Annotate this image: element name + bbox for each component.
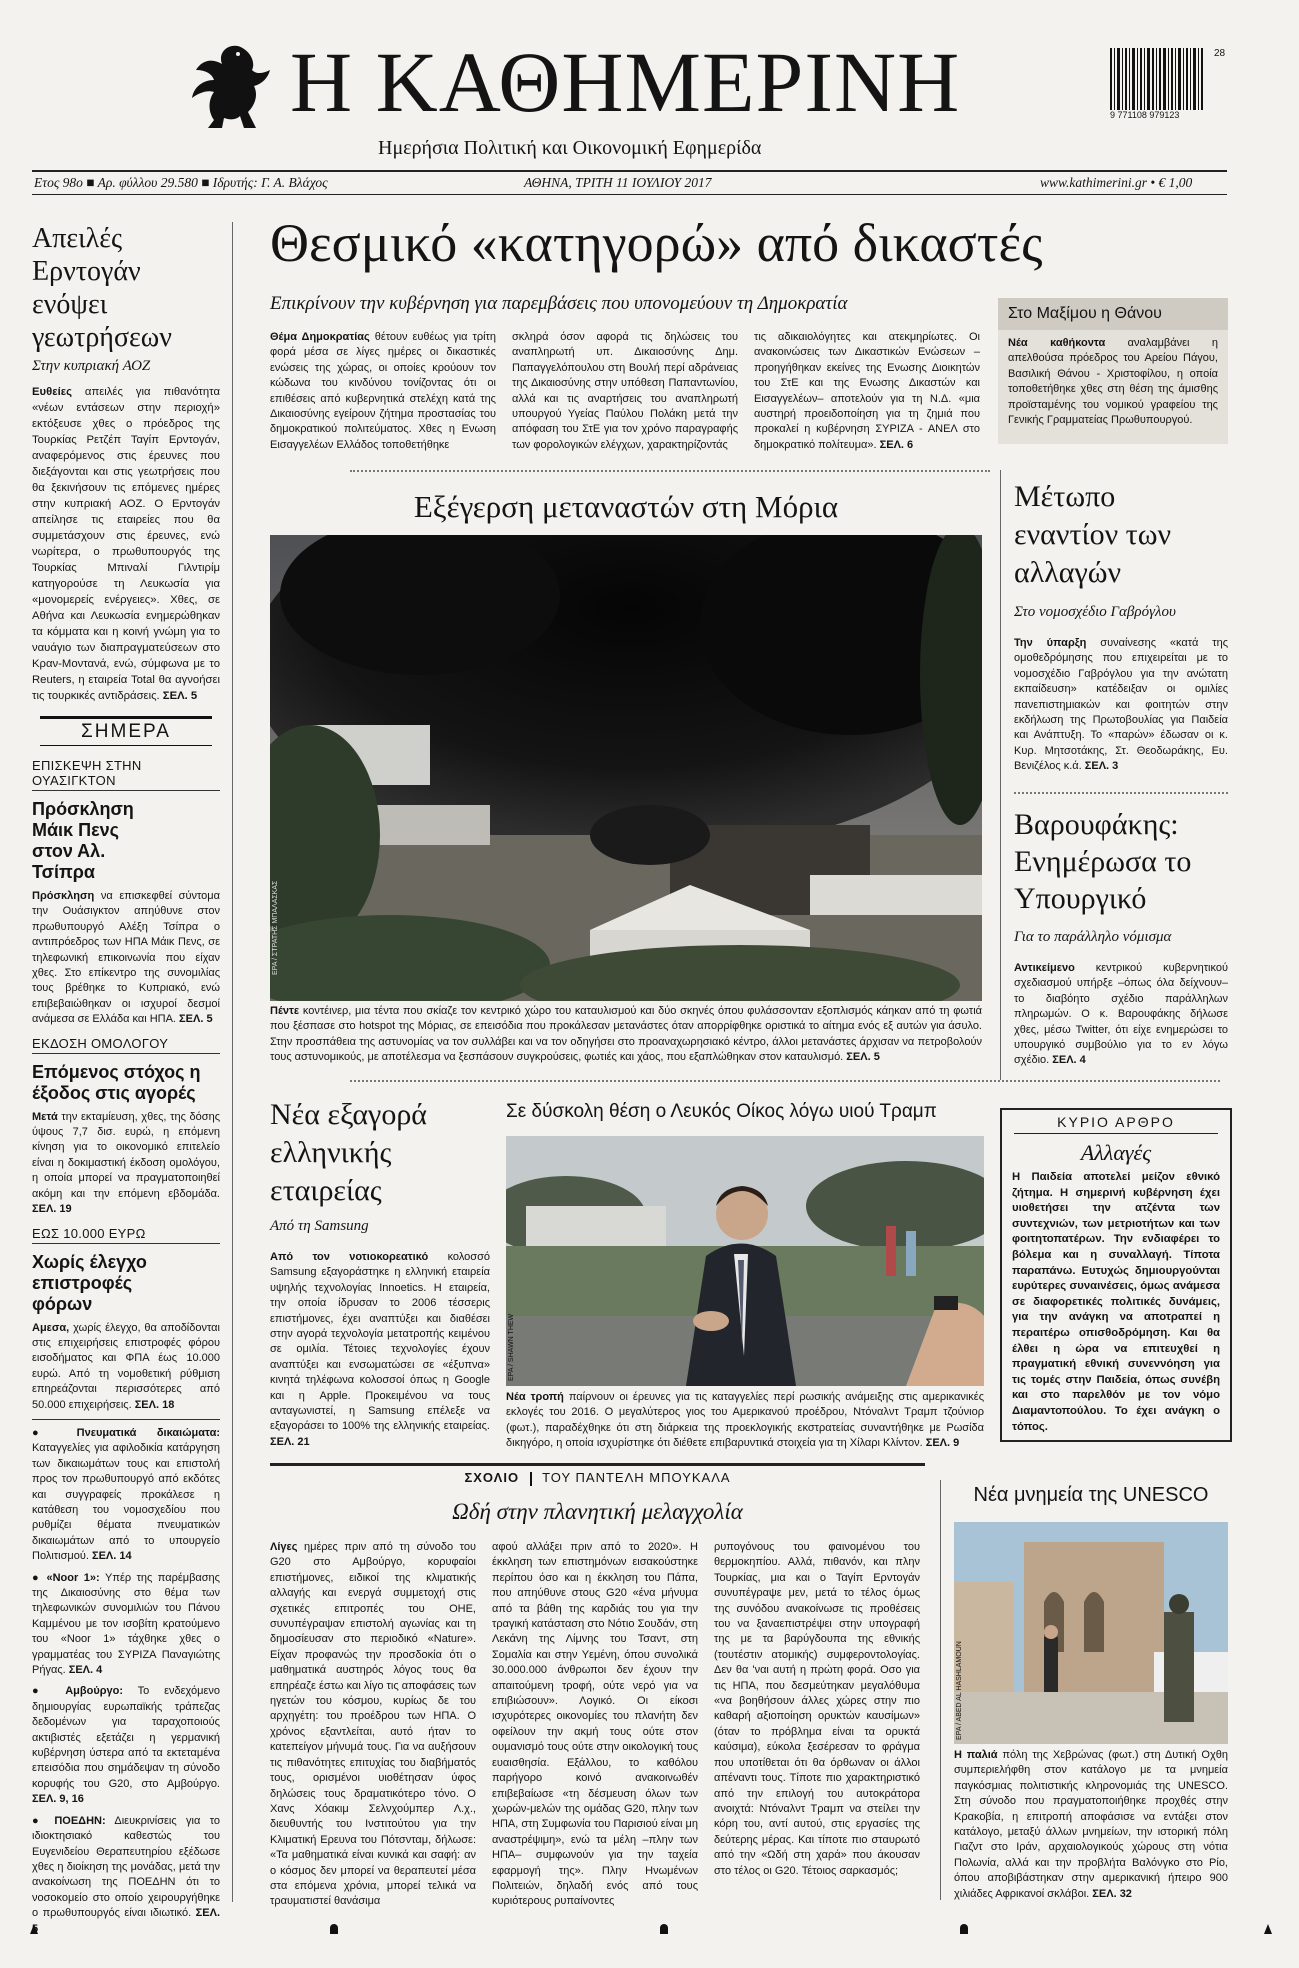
bullet-item: ● ΠΟΕΔΗΝ: Διευκρινίσεις για το ιδιοκτησιακό καθεστώς του Ευγενιδείου Θεραπευτηρίου εξέδωσε χθες η διοίκηση της μονάδας, μετά την ανακοίνωση της ΠΟΕΔΗΝ ότι το νοσοκομείο στο οποίο χειρουργήθηκε ο πρωθυπουργός είναι ιδιωτικό. ΣΕΛ. 5 bbox=[32, 1814, 221, 1935]
simera-kicker: ΕΚΔΟΣΗ ΟΜΟΛΟΓΟΥ bbox=[32, 1036, 220, 1054]
metopo-body: Την ύπαρξη συναίνεσης «κατά της ομοθεδρόμησης που επιχειρείται με το νομοσχέδιο Γαβρόγλου για την ανώτατη εκπαίδευση» κατέδειξαν οι ομιλίες πανεπιστημιακών και φοιτητών στην εκδήλωση της Πρωτοβουλίας για Παιδεία και Ανάπτυξη. Το «παρών» έδωσαν οι κ. Κυρ. Μητσοτάκης, Στ. Θεοδωράκης, Ευ. Βενιζέλος κ.ά. ΣΕΛ. 3 bbox=[1014, 637, 1229, 773]
editorial-label: ΚΥΡΙΟ ΑΡΘΡΟ bbox=[1014, 1114, 1218, 1134]
simera-body: Μετά την εκταμίευση, χθες, της δόσης ύψους 7,7 δισ. ευρώ, η επόμενη κίνηση για το οικονομικό επιτελείο είναι η δοκιμαστική έκδοση ομολόγου, η οποία μπορεί να πραγματοποιηθεί ακόμη και την επόμενη εβδομάδα. ΣΕΛ. 19 bbox=[32, 1110, 220, 1216]
barcode-icon bbox=[1110, 48, 1218, 118]
simera-item bbox=[32, 1226, 220, 1413]
editorial-box bbox=[1000, 1108, 1232, 1442]
lead-headline[interactable]: Θεσμικό «κατηγορώ» από δικαστές bbox=[270, 213, 1043, 273]
bullet-item: ● Πνευματικά δικαιώματα: Καταγγελίες για αφιλοδικία κατάργηση των δικαιωμάτων τους και επιστολή προς τον πρωθυπουργό από εκδότες και συγγραφείς προκάλεσε η κατάθεση του νομοσχεδίου που ρυθμίζει θέματα πνευματικών δικαιωμάτων από το υπουργείο Πολιτισμού. ΣΕΛ. 14 bbox=[32, 1426, 221, 1563]
lead-subhead: Επικρίνουν την κυβέρνηση για παρεμβάσεις που υπονομεύουν τη Δημοκρατία bbox=[270, 293, 848, 314]
simera-label: ΣΗΜΕΡΑ bbox=[40, 716, 212, 746]
unesco-caption: Η παλιά πόλη της Χεβρώνας (φωτ.) στη Δυτική Οχθη συμπεριελήφθη στον κατάλογο με τα μνημεία παγκόσμιας πολιτιστικής κληρονομιάς της UNESCO. Στη σύνοδο που πραγματοποιήθηκε προχθές στην Κρακοβία, η επιτροπή αποφάσισε να εντάξει στον κατάλογο, μεταξύ άλλων μνημείων, την ιστορική πόλη Γιαζντ στο Ιράν, αρχαιολογικούς χώρους στη νότια Πολωνία, αλλά και την προβλήτα Βαλόνγκο στο Ρίο, όπου αποβιβάστηκαν στην αμερικανική ήπειρο 900 χιλιάδες Αφρικανοί σκλάβοι. ΣΕΛ. 32 bbox=[954, 1749, 1228, 1900]
lead-body bbox=[270, 330, 985, 450]
newspaper-title: Η ΚΑΘΗΜΕΡΙΝΗ bbox=[290, 34, 961, 130]
varoufakis-headline[interactable]: Βαρουφάκης: Ενημέρωσα το Υπουργικό bbox=[1014, 808, 1192, 915]
trump-caption: Νέα τροπή παίρνουν οι έρευνες για τις καταγγελίες περί ρωσικής ανάμειξης στις αμερικανικές εκλογές του 2016. Ο μεγαλύτερος γιος του Αμερικανού προέδρου, Ντόναλντ Τραμπ τζούνιορ (φωτ.), παραδέχθηκε ότι στη διάρκεια της προεκλογικής εκστρατείας συναντήθηκε με Ρωσίδα δικηγόρο, η οποία ισχυρίστηκε ότι διέθετε επιβαρυντικά στοιχεία για τη Χίλαρι Κλίντον. ΣΕΛ. 9 bbox=[506, 1391, 984, 1450]
sxolio-header bbox=[270, 1470, 925, 1486]
editorial-body: Η Παιδεία αποτελεί μείζον εθνικό ζήτημα. Η σημερινή κυβέρνηση έχει υιοθετήσει την ατζέντα των συντεχνιών, των μετριοτήτων και των φοιτητοπατέρων. Την ενδιαφέρει το βόλεμα και η συναλλαγή. Τίποτα παραπάνω. Ευτυχώς δημιουργούνται ευρύτερες συναινέσεις, όμως ανάμεσα σε διαφορετικές πολιτικές δυνάμεις, για την ανάγκη να αποτραπεί η περαιτέρω οπισθοδρόμηση. Και θα έλθει η ώρα να επιτευχθεί η πραγματική εθνική συνεννόηση για τις τομές στην Παιδεία, όπως συνέβη και στο παρελθόν με τον νόμο Διαμαντοπούλου. Το έχει ανάγκη ο τόπος. bbox=[1012, 1171, 1220, 1433]
samsung-story bbox=[270, 1096, 490, 1450]
sxolio-col-2: αφού αλλάξει πριν από το 2020». Η έκκληση των επιστημόνων εισακούστηκε περίπου όσο και η έκκληση του Πάπα, που απηύθυνε στους G20 «ένα μήνυμα από τα βάθη της καρδιάς του για την τραγική κατάσταση στο Νότιο Σουδάν, στη Λεκάνη της Λίμνης του Τσαντ, στη Σομαλία και στην Υεμένη, όπου συνολικά 30.000.000 άνθρωποι δεν έχουν την απαιτούμενη τροφή, ούτε νερό για να επιβιώσουν». Λογικό. Οι είκοσι ισχυρότερες οικονομίες του πλανήτη δεν οφείλουν την ακμή τους ούτε στον ουμανισμό τους ούτε στην οικολογική τους ευαισθησία. Εξάλλου, το καθόλου παρήγορο κοινό ανακοινωθέν επιβεβαίωσε «τη δέσμευση όλων των χωρών-μελών της ομάδας G20, πλην των ΗΠΑ, στη Συμφωνία του Παρισιού είναι μη αναστρέψιμη», ενώ τα μέλη –πλην των ΗΠΑ– συμφωνούν για την ταχεία εφαρμογή της». Πλην Ηνωμένων Πολιτειών, δηλαδή ενός από τους κυριότερους ρυπαίνοντες bbox=[492, 1541, 698, 1908]
print-mark bbox=[330, 1924, 338, 1934]
barcode-issue: 28 bbox=[1214, 48, 1226, 59]
unesco-headline[interactable]: Νέα μνημεία της UNESCO bbox=[973, 1484, 1209, 1506]
moria-caption: Πέντε κοντέινερ, μια τέντα που σκίαζε τον κεντρικό χώρο του καταυλισμού και δύο σκηνές όπου φυλάσσονταν εξοπλισμός κάηκαν από τη φωτιά που ξέσπασε στο hotspot της Μόριας, σε επεισόδια που προκάλεσαν μετανάστες όταν απορρίφθηκε οριστικά το αίτημα ενός εξ αυτών για άσυλο. Στην προσπάθεια της αστυνομίας να τον συλλάβει και να τον οδηγήσει στο προαναχωρησιακό κέντρο, άλλοι μετανάστες άρχισαν να πετροβολούν τους αστυνομικούς, με αποτέλεσμα να ξεσπάσουν συγκρούσεις, φωτιές και χάος, που εξαπλώθηκαν στον καταυλισμό. ΣΕΛ. 5 bbox=[270, 1005, 982, 1064]
samsung-subhead: Από τη Samsung bbox=[270, 1218, 369, 1234]
sxolio-author: ΤΟΥ ΠΑΝΤΕΛΗ ΜΠΟΥΚΑΛΑ bbox=[542, 1470, 731, 1485]
registration-marks bbox=[0, 1920, 1299, 1940]
simera-headline[interactable]: Επόμενος στόχος η έξοδος στις αγορές bbox=[32, 1061, 201, 1103]
hebron-photo-icon bbox=[954, 1522, 1228, 1744]
metopo-headline[interactable]: Μέτωπο εναντίον των αλλαγών bbox=[1014, 480, 1172, 589]
lead-col-1: Θέμα Δημοκρατίας θέτουν ευθέως για τρίτη φορά μέσα σε λίγες ημέρες οι δικαστικές ενώσεις της χώρας, οι οποίες κρούουν τον κώδωνα του κινδύνου τονίζοντας ότι οι επιθέσεις από κυβερνητικά στελέχη κατά της Δικαιοσύνης εγείρουν ζήτημα προστασίας του δημοκρατικού πολιτεύματος. Χθες η Ενωση Εισαγγελέων Ελλάδος τοποθετήθηκε bbox=[270, 331, 496, 451]
bullet-item: ● Αμβούργο: Το ενδεχόμενο δημιουργίας ευρωπαϊκής τράπεζας δεδομένων για ταραχοποιούς ακτιβιστές εξετάζει η γερμανική κυβέρνηση ύστερα από τα εκτεταμένα επεισόδια που σημάδεψαν τη σύνοδο κορυφής του G20, στο Αμβούργο. ΣΕΛ. 9, 16 bbox=[32, 1685, 220, 1806]
white-house-photo-icon bbox=[506, 1136, 984, 1386]
print-mark bbox=[30, 1924, 38, 1934]
unesco-photo bbox=[954, 1522, 1228, 1744]
trump-headline[interactable]: Σε δύσκολη θέση ο Λευκός Οίκος λόγω υιού Τραμπ bbox=[506, 1101, 937, 1122]
left-story bbox=[32, 222, 220, 704]
samsung-headline[interactable]: Νέα εξαγορά ελληνικής εταιρείας bbox=[270, 1098, 428, 1207]
lead-col-3: τις αδικαιολόγητες και ατεκμηρίωτες. Οι ανακοινώσεις των Δικαστικών Ενώσεων – προηγήθηκαν εκείνες της Ενωσης Διοικητών του ΣτΕ και της Ενωσης Δικαστών και Εισαγγελέων– αποτελούν για τη Ν.Δ. «μια αυστηρή προειδοποίηση για τη ζημιά που προκαλεί η κυβέρνηση ΣΥΡΙΖΑ - ΑΝΕΛ στο δημοκρατικό πολίτευμα». ΣΕΛ. 6 bbox=[754, 331, 980, 451]
trump-photo-credit: EPA / SHAWN THEW bbox=[508, 1313, 515, 1381]
varoufakis-story bbox=[1014, 806, 1228, 1069]
samsung-body: Από τον νοτιοκορεατικό κολοσσό Samsung εξαγοράστηκε η ελληνική εταιρεία υψηλής τεχνολογίας Innoetics. Η εταιρεία, την οποία ίδρυσαν το 2006 τέσσερις επιστήμονες, έχει αναπτύξει και διαθέσει στην αγορά τεχνολογία μετατροπής κειμένου σε ομιλία. Τέτοιες τεχνολογίες έχουν αναπτύξει και ενσωματώσει σε «έξυπνα» κινητά τηλέφωνα κολοσσοί όπως η Google και η Apple. Προκειμένου να τους ανταγωνιστεί, η Samsung επέλεξε να εξαγοράσει το 100% της ελληνικής εταιρείας. ΣΕΛ. 21 bbox=[270, 1251, 490, 1448]
unesco-photo-credit: EPA / ABED AL HASHLAMOUN bbox=[956, 1641, 963, 1740]
moria-headline[interactable]: Εξέγερση μεταναστών στη Μόρια bbox=[413, 489, 839, 524]
sxolio-col-3: ρυπογόνους του φαινομένου του θερμοκηπίου. Αλλά, πιθανόν, και πλην Τουρκίας, μια και ο Ταγίπ Ερντογάν συνυπέγραψε μεν, μετά το τέλος όμως της συνόδου ανακοίνωσε τις προθέσεις του να ξαναεπιστρέψει στην υπογραφή της με τα βαρύγδουπα της εθνικής (τουτέστιν ατομικής) συμφεροντολογίας. Δεν θα 'ναι αυτή η πρώτη φορά. Οσο για τις ΗΠΑ, που δεσμεύτηκαν μεγαλόθυμα «να βοηθήσουν άλλες χώρες στην πιο καθαρή αξιοποίηση ορυκτών καυσίμων» (όταν το πρόβλημα είναι τα ορυκτά καύσιμα), εύκολα ξεσέρεσαν το φράγμα που υποτίθεται ότι θα όρθωναν οι άλλοι απέναντι τους. Τίποτε πιο χαρακτηριστικό από την επιλογή του αυτοκράτορα ανοιχτά: Ντόναλντ Τραμπ να στείλει την κόρη του, αντί αυτού, στις εργασίες της δεύτερης μέρας. Και τίποτε πιο σταυρωτό από την «Ωδή στη χαρά» που άκουσαν στο τέλος οι G20. Τέτοιος σαρκασμός; bbox=[714, 1541, 920, 1877]
simera-item bbox=[32, 758, 220, 1028]
barcode bbox=[1110, 48, 1228, 118]
varoufakis-subhead: Για το παράλληλο νόμισμα bbox=[1014, 929, 1172, 945]
print-mark bbox=[660, 1924, 668, 1934]
issue-info: Ετος 98ο ■ Αρ. φύλλου 29.580 ■ Ιδρυτής: Γ. Α. Βλάχος bbox=[34, 175, 328, 190]
maximou-body: Νέα καθήκοντα αναλαμβάνει η απελθούσα πρόεδρος του Αρείου Πάγου, Βασιλική Θάνου - Χριστοφίλου, η οποία τοποθετήθηκε χθες στη θέση της άμισθης προϊσταμένης του νομικού γραφείου της Γενικής Γραμματείας Πρωθυπουργού. bbox=[1008, 337, 1218, 427]
sxolio-title[interactable]: Ωδή στην πλανητική μελαγχολία bbox=[452, 1499, 743, 1524]
moria-photo-credit: EPA / ΣΤΡΑΤΗΣ ΜΠΑΛΑΣΚΑΣ bbox=[272, 880, 279, 975]
left-story-subhead: Στην κυπριακή ΑΟΖ bbox=[32, 358, 151, 374]
lead-col-2: σκληρά όσον αφορά τις δηλώσεις του αναπληρωτή υπ. Δικαιοσύνης Δημ. Παπαγγελόπουλου στη Βουλή περί αδράνειας της Δικαιοσύνης στην υπόθεση Παπαντωνίου, αλλά και τις αναρτήσεις του αναπληρωτή υπουργού Υγείας Παύλου Πολάκη μετά την απόφαση του ΣτΕ για τον χρόνο παραγραφής των φορολογικών ελέγχων, χαρακτηρίζοντάς bbox=[512, 331, 738, 451]
griffin-logo-icon bbox=[178, 40, 274, 132]
print-mark bbox=[960, 1924, 968, 1934]
moria-photo bbox=[270, 535, 982, 1001]
left-story-body: Ευθείες απειλές για πιθανότητα «νέων εντάσεων στην περιοχή» εκτόξευσε χθες ο πρόεδρος της Τουρκίας Ρετζέπ Ταγίπ Ερντογάν, αναφερόμενος στις έρευνες που διεξάγονται και στις γεωτρήσεις που θα ξεκινήσουν τις επόμενες ημέρες στην κυπριακή ΑΟΖ. Ο Ερντογάν απείλησε τις εταιρείες που θα συμμετάσχουν στις έρευνες, ενώ νωρίτερα, ο πρωθυπουργός της Τουρκίας Μπιναλί Γιλντιρίμ κατηγορούσε τη Λευκωσία για «μονομερείς ενέργειες». Χθες, σε Αθήνα και Λευκωσία ενημερώθηκαν τα κόμματα και η κοινή γνώμη για το ναυάγιο των διαπραγματεύσεων στο Κραν-Μοντανά, ενώ, σύμφωνα με το Reuters, η εταιρεία Total θα αγνοήσει τις τουρκικές αντιδράσεις. ΣΕΛ. 5 bbox=[32, 386, 220, 702]
editorial-title[interactable]: Αλλαγές bbox=[1080, 1140, 1152, 1165]
simera-kicker: ΕΩΣ 10.000 ΕΥΡΩ bbox=[32, 1226, 220, 1244]
metopo-subhead: Στο νομοσχέδιο Γαβρόγλου bbox=[1014, 604, 1176, 620]
simera-headline[interactable]: Πρόσκληση Μάικ Πενς στον Αλ. Τσίπρα bbox=[32, 799, 134, 882]
left-story-headline[interactable]: Απειλές Ερντογάν ενόψει γεωτρήσεων bbox=[32, 223, 172, 353]
print-mark bbox=[1264, 1924, 1272, 1934]
fire-smoke-photo-icon bbox=[270, 535, 982, 1001]
bullet-item: ● «Noor 1»: Υπέρ της παρέμβασης της Δικαιοσύνης στο θέμα των τηλεφωνικών συνομιλιών του Πάνου Καμμένου με τον ισοβίτη κρατούμενο του «Noor 1» τάχθηκε χθες ο γραμματέας του ΣΥΡΙΖΑ Παναγιώτης Ρήγας. ΣΕΛ. 4 bbox=[32, 1571, 220, 1677]
sxolio-label: ΣΧΟΛΙΟ bbox=[464, 1470, 520, 1485]
newspaper-subtitle: Ημερήσια Πολιτική και Οικονομική Εφημερίδα bbox=[378, 137, 762, 159]
varoufakis-body: Αντικείμενο κεντρικού κυβερνητικού σχεδιασμού υπήρξε –όπως όλα δείχνουν– το διαβόητο σχέδιο παράλληλων πληρωμών. Ο κ. Βαρουφάκης δήλωσε χθες, μέσω Twitter, ότι είχε ενημερώσει το υπουργικό συμβούλιο για το εν λόγω σχέδιο. ΣΕΛ. 4 bbox=[1014, 962, 1228, 1067]
simera-body: Πρόσκληση να επισκεφθεί σύντομα την Ουάσιγκτον απηύθυνε στον πρωθυπουργό Αλέξη Τσίπρα ο αντιπρόεδρος των ΗΠΑ Μάικ Πενς, σε τηλεφωνική επικοινωνία που είχαν χθες. Στο επίκεντρο της συνομιλίας τους βρέθηκε το Κυπριακό, ενώ επιβεβαιώθηκαν οι ισχυροί δεσμοί ανάμεσα σε Ελλάδα και ΗΠΑ. ΣΕΛ. 5 bbox=[32, 890, 220, 1026]
simera-body: Αμεσα, χωρίς έλεγχο, θα αποδίδονται στις επιχειρήσεις επιστροφές φόρου εισοδήματος και ΦΠΑ έως 10.000 ευρώ. Από τη νομοθετική ρύθμιση επηρεάζονται περισσότερες από 50.000 επιχειρήσεις. ΣΕΛ. 18 bbox=[32, 1321, 220, 1411]
sxolio-separator bbox=[530, 1472, 532, 1486]
website-price: www.kathimerini.gr • € 1,00 bbox=[1040, 175, 1193, 190]
issue-date: ΑΘΗΝΑ, ΤΡΙΤΗ 11 ΙΟΥΛΙΟΥ 2017 bbox=[524, 175, 712, 190]
simera-kicker: ΕΠΙΣΚΕΨΗ ΣΤΗΝ ΟΥΑΣΙΓΚΤΟΝ bbox=[32, 758, 220, 791]
sxolio-col-1: Λίγες ημέρες πριν από τη σύνοδο του G20 στο Αμβούργο, κορυφαίοι επιστήμονες, ειδικοί της κλιματικής αλλαγής και ενεργά συμμετοχή στις σχετικές επιτροπές του ΟΗΕ, συνυπέγραψαν επιστολή αγωνίας και τη δημοσίευσαν στο περιοδικό «Nature». Είχαν προφανώς την προσδοκία ότι ο μαθηματικά αυστηρός λόγος τους θα επηρέαζε έστω και λίγο τις αποφάσεις των ηγετών του κόσμου, κυρίως δε του αρχηγέτη: του προέδρου των ΗΠΑ. Ο χρόνος εξαντλείται, αυτό ήταν το κατεπείγον μήνυμά τους. Για να αυξήσουν τις πιθανότητες επιτυχίας του διαβήματός τους, ορισμένοι υιοθέτησαν ύφος δηλώσεις τους δραματικότερο τόνο. Ο Χανς Χόακιμ Σελνχούμπερ Λ.χ., διευθυντής του Ινστιτούτου για την Κλιματική Ερευνα του Πότσνταμ, δήλωσε: «Τα μαθηματικά είναι κυνικά και σαφή: αν ο κόσμος δεν μπορεί να θεραπευτεί μέσα στα επόμενα χρόνια, μπορεί τελικά να τραυματιστεί θανάσιμα bbox=[270, 1541, 476, 1908]
simera-headline[interactable]: Χωρίς έλεγχο επιστροφές φόρων bbox=[32, 1251, 147, 1314]
metopo-story bbox=[1014, 478, 1228, 775]
masthead bbox=[0, 0, 1299, 200]
simera-section bbox=[32, 716, 220, 1937]
simera-bullets bbox=[32, 1419, 220, 1937]
maximou-box bbox=[998, 298, 1228, 444]
maximou-label[interactable]: Στο Μαξίμου η Θάνου bbox=[998, 298, 1228, 330]
barcode-number: 9 771108 979123 bbox=[1110, 110, 1180, 120]
simera-item bbox=[32, 1036, 220, 1218]
trump-photo bbox=[506, 1136, 984, 1386]
